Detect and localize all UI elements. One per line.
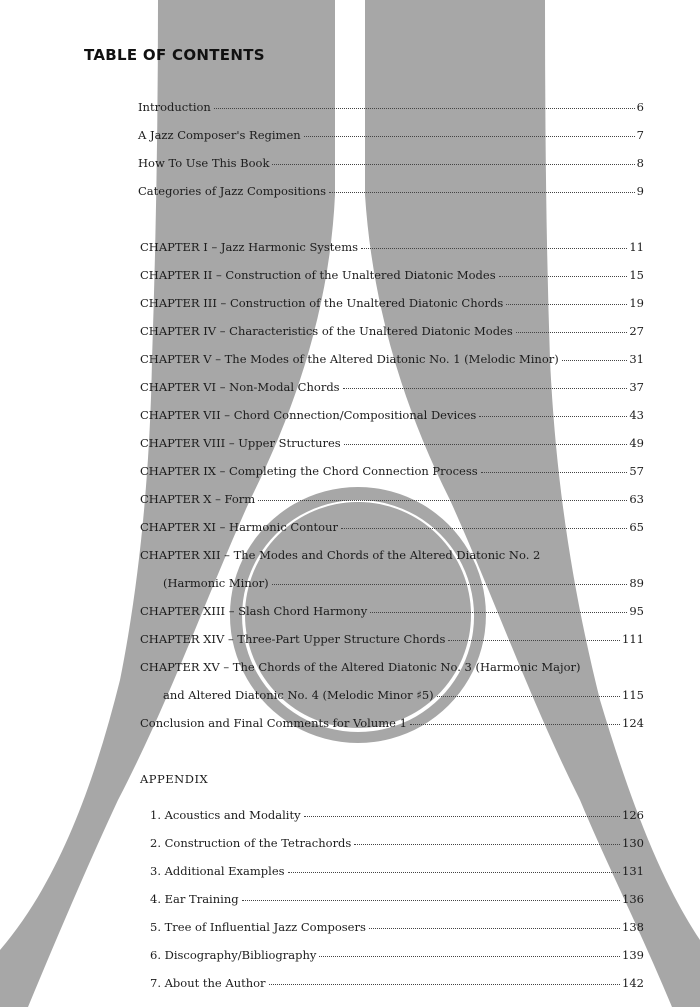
dot-leader: [370, 612, 627, 613]
dot-leader: [329, 192, 635, 193]
dot-leader: [479, 416, 627, 417]
dot-leader: [369, 928, 620, 929]
toc-entry-chapter-12[interactable]: [163, 576, 644, 590]
toc-entry-chapter-11[interactable]: [140, 520, 644, 534]
entry-page: 63: [629, 492, 644, 506]
entry-page: 27: [629, 324, 644, 338]
entry-label: Conclusion and Final Comments for Volume 1: [140, 716, 407, 730]
toc-entry-chapter-2[interactable]: [140, 268, 644, 282]
entry-label: and Altered Diatonic No. 4 (Melodic Minor ♯5): [163, 688, 434, 702]
toc-entry-chapter-15-line1[interactable]: CHAPTER XV – The Chords of the Altered Diatonic No. 3 (Harmonic Major): [140, 660, 581, 674]
entry-label: A Jazz Composer's Regimen: [138, 128, 301, 142]
dot-leader: [361, 248, 627, 249]
entry-page: 31: [629, 352, 644, 366]
toc-entry-appendix-7[interactable]: [150, 976, 644, 990]
toc-entry-regimen[interactable]: [138, 128, 644, 142]
entry-page: 124: [622, 716, 644, 730]
dot-leader: [242, 900, 620, 901]
toc-entry-appendix-6[interactable]: [150, 948, 644, 962]
entry-page: 8: [636, 156, 644, 170]
entry-label: CHAPTER VII – Chord Connection/Compositional Devices: [140, 408, 477, 422]
entry-page: 19: [629, 296, 644, 310]
toc-entry-chapter-7[interactable]: [140, 408, 644, 422]
toc-entry-appendix-1[interactable]: [150, 808, 644, 822]
dot-leader: [344, 444, 628, 445]
entry-label: 5. Tree of Influential Jazz Composers: [150, 920, 366, 934]
entry-page: 11: [629, 240, 644, 254]
entry-page: 130: [622, 836, 644, 850]
dot-leader: [288, 872, 621, 873]
page-title: TABLE OF CONTENTS: [84, 46, 265, 64]
entry-page: 6: [636, 100, 644, 114]
entry-label: CHAPTER VI – Non-Modal Chords: [140, 380, 340, 394]
entry-label: CHAPTER III – Construction of the Unaltered Diatonic Chords: [140, 296, 504, 310]
dot-leader: [343, 388, 628, 389]
toc-entry-chapter-6[interactable]: [140, 380, 644, 394]
entry-label: 7. About the Author: [150, 976, 266, 990]
toc-entry-how-to-use[interactable]: [138, 156, 644, 170]
entry-page: 9: [636, 184, 644, 198]
entry-page: 139: [622, 948, 644, 962]
entry-label: CHAPTER II – Construction of the Unaltered Diatonic Modes: [140, 268, 496, 282]
entry-label: 1. Acoustics and Modality: [150, 808, 301, 822]
entry-label: CHAPTER XI – Harmonic Contour: [140, 520, 339, 534]
entry-page: 43: [629, 408, 644, 422]
entry-page: 111: [622, 632, 644, 646]
toc-entry-conclusion[interactable]: [140, 716, 644, 730]
toc-entry-categories[interactable]: [138, 184, 644, 198]
entry-label: CHAPTER VIII – Upper Structures: [140, 436, 341, 450]
toc-entry-chapter-4[interactable]: [140, 324, 644, 338]
entry-page: 7: [636, 128, 644, 142]
dot-leader: [499, 276, 628, 277]
entry-label: CHAPTER V – The Modes of the Altered Diatonic No. 1 (Melodic Minor): [140, 352, 559, 366]
dot-leader: [437, 696, 620, 697]
dot-leader: [269, 984, 620, 985]
toc-entry-appendix-3[interactable]: [150, 864, 644, 878]
dot-leader: [410, 724, 620, 725]
dot-leader: [341, 528, 627, 529]
dot-leader: [272, 584, 628, 585]
entry-page: 49: [629, 436, 644, 450]
entry-label: 2. Construction of the Tetrachords: [150, 836, 352, 850]
dot-leader: [562, 360, 628, 361]
entry-label: CHAPTER IX – Completing the Chord Connection Process: [140, 464, 478, 478]
entry-page: 142: [622, 976, 644, 990]
entry-label: CHAPTER XIII – Slash Chord Harmony: [140, 604, 368, 618]
entry-label: CHAPTER I – Jazz Harmonic Systems: [140, 240, 358, 254]
entry-label: Categories of Jazz Compositions: [138, 184, 327, 198]
toc-entry-chapter-3[interactable]: [140, 296, 644, 310]
toc-entry-chapter-5[interactable]: [140, 352, 644, 366]
dot-leader: [304, 136, 635, 137]
dot-leader: [354, 844, 620, 845]
dot-leader: [272, 164, 634, 165]
toc-entry-chapter-1[interactable]: [140, 240, 644, 254]
entry-page: 136: [622, 892, 644, 906]
dot-leader: [448, 640, 620, 641]
entry-label: 3. Additional Examples: [150, 864, 285, 878]
toc-entry-appendix-2[interactable]: [150, 836, 644, 850]
toc-entry-chapter-15[interactable]: [163, 688, 644, 702]
entry-page: 65: [629, 520, 644, 534]
entry-label: (Harmonic Minor): [163, 576, 269, 590]
toc-entry-chapter-9[interactable]: [140, 464, 644, 478]
entry-page: 15: [629, 268, 644, 282]
entry-label: How To Use This Book: [138, 156, 270, 170]
entry-label: 6. Discography/Bibliography: [150, 948, 317, 962]
entry-page: 89: [629, 576, 644, 590]
entry-label: Introduction: [138, 100, 211, 114]
dot-leader: [258, 500, 627, 501]
entry-page: 138: [622, 920, 644, 934]
toc-entry-chapter-8[interactable]: [140, 436, 644, 450]
entry-page: 95: [629, 604, 644, 618]
toc-entry-chapter-13[interactable]: [140, 604, 644, 618]
dot-leader: [481, 472, 628, 473]
entry-label: 4. Ear Training: [150, 892, 239, 906]
entry-page: 126: [622, 808, 644, 822]
entry-label: CHAPTER XIV – Three-Part Upper Structure Chords: [140, 632, 446, 646]
entry-label: CHAPTER X – Form: [140, 492, 256, 506]
toc-entry-introduction[interactable]: [138, 100, 644, 114]
entry-page: 131: [622, 864, 644, 878]
toc-entry-chapter-14[interactable]: [140, 632, 644, 646]
toc-entry-chapter-10[interactable]: [140, 492, 644, 506]
entry-label: CHAPTER IV – Characteristics of the Unaltered Diatonic Modes: [140, 324, 513, 338]
entry-page: 57: [629, 464, 644, 478]
toc-entry-chapter-12-line1[interactable]: CHAPTER XII – The Modes and Chords of the Altered Diatonic No. 2: [140, 548, 541, 562]
toc-entry-appendix-4[interactable]: [150, 892, 644, 906]
dot-leader: [304, 816, 620, 817]
dot-leader: [214, 108, 635, 109]
dot-leader: [506, 304, 627, 305]
appendix-heading: APPENDIX: [140, 772, 209, 786]
dot-leader: [516, 332, 628, 333]
dot-leader: [319, 956, 620, 957]
toc-entry-appendix-5[interactable]: [150, 920, 644, 934]
entry-page: 115: [622, 688, 644, 702]
entry-page: 37: [629, 380, 644, 394]
